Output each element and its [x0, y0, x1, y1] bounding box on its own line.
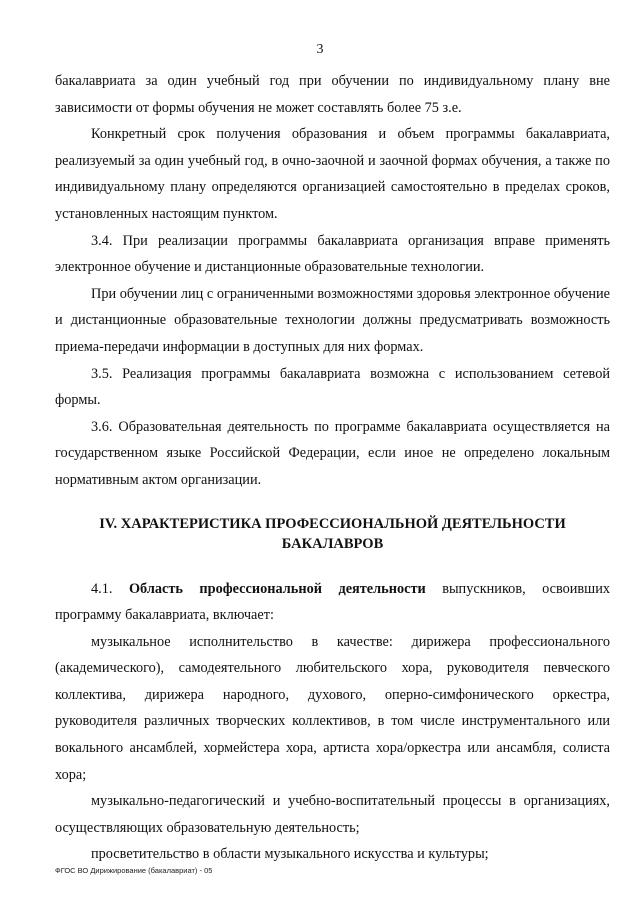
paragraph: 3.5. Реализация программы бакалавриата возможна с использованием сетевой формы. — [55, 365, 610, 409]
paragraph: бакалавриата за один учебный год при обучении по индивидуальному плану вне зависимости от формы обучения не может составлять более 75 з.е. — [55, 73, 610, 116]
paragraph: При обучении лиц с ограниченными возможностями здоровья электронное обучение и дистанционные образовательные технологии должны предусматривать возможность приема-передачи информации в доступных для них формах. — [55, 285, 610, 355]
clause-4-1 — [55, 576, 610, 629]
paragraph: Конкретный срок получения образования и объем программы бакалавриата, реализуемый за один учебный год, в очно-заочной и заочной формах обучения, а также по индивидуальному плану определяются организацией самостоятельно в пределах сроков, установленных настоящим пунктом. — [55, 126, 610, 222]
section-heading: IV. ХАРАКТЕРИСТИКА ПРОФЕССИОНАЛЬНОЙ ДЕЯТЕЛЬНОСТИ БАКАЛАВРОВ — [99, 515, 566, 552]
page-number: 3 — [316, 42, 324, 57]
list-item: просветительство в области музыкального искусства и культуры; — [91, 846, 489, 863]
clause-text: выпускников, освоивших программу бакалавриата, включает: — [55, 580, 610, 624]
clause-bold-term: Область профессиональной деятельности — [128, 580, 426, 597]
list-item: музыкально-педагогический и учебно-воспитательный процессы в организациях, осуществляющих образовательную деятельность; — [55, 793, 610, 836]
document-body — [55, 68, 610, 868]
paragraph: 3.4. При реализации программы бакалавриата организация вправе применять электронное обучение и дистанционные образовательные технологии. — [55, 232, 610, 276]
clause-number: 4.1. — [91, 580, 113, 597]
paragraph: 3.6. Образовательная деятельность по программе бакалавриата осуществляется на государственном языке Российской Федерации, если иное не определено локальным нормативным актом организации. — [55, 418, 610, 488]
page-footer: ФГОС ВО Дирижирование (бакалавриат) - 05 — [55, 866, 213, 875]
list-item: музыкальное исполнительство в качестве: дирижера профессионального (академического), самодеятельного любительского хора, руководителя певческого коллектива, дирижера народного, духового, оперно-симфонического оркестра, руководителя различных творческих коллективов, в том числе инструментального или вокального ансамблей, хормейстера хора, артиста хора/оркестра или ансамбля, солиста хора; — [55, 633, 610, 783]
